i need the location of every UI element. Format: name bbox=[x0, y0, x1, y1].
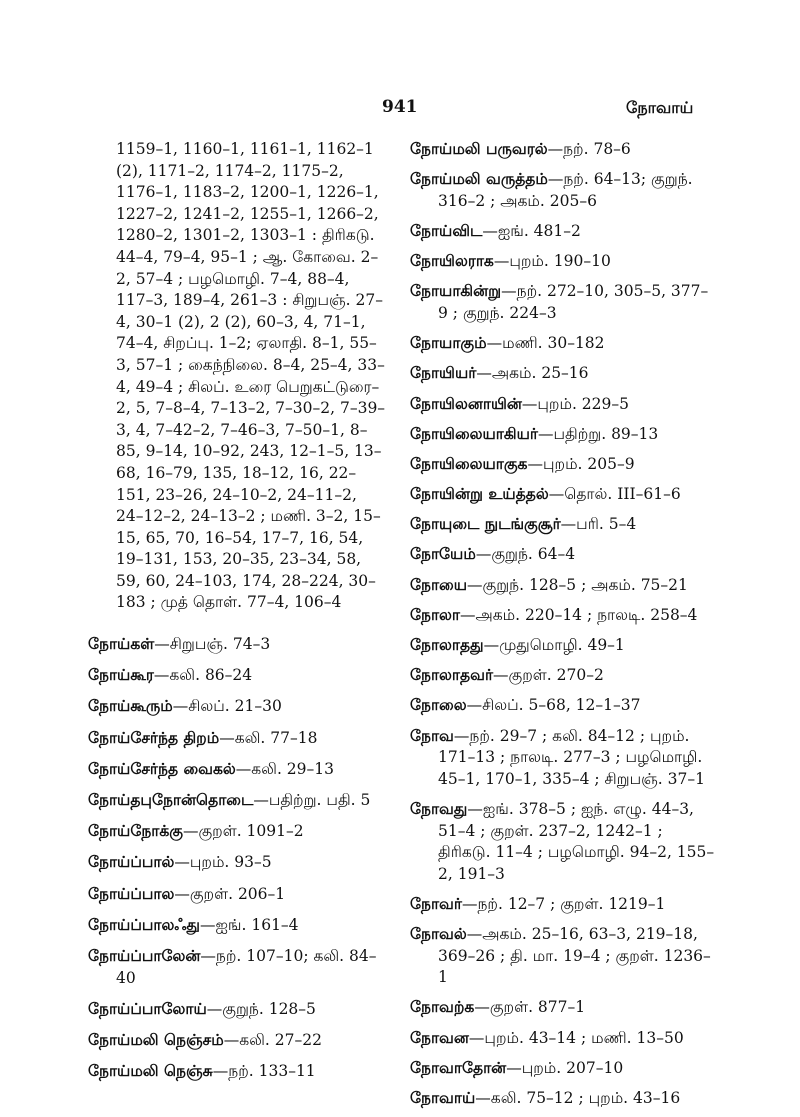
index-entry bbox=[410, 393, 716, 416]
entry-headword: நோய்மலி பருவரல் bbox=[410, 139, 548, 158]
index-entry bbox=[88, 820, 386, 843]
entry-references: —குறுந். 64–4 bbox=[475, 545, 576, 564]
entry-references: —குறள். 206–1 bbox=[174, 884, 286, 903]
right-column bbox=[410, 138, 716, 1117]
entry-headword: நோய்ப்பாலஃது bbox=[88, 914, 200, 934]
index-entry bbox=[88, 695, 386, 718]
entry-references: —குறள். 1091–2 bbox=[182, 822, 304, 841]
entry-references: —சிலப். 21–30 bbox=[172, 697, 282, 716]
index-entry bbox=[410, 604, 716, 627]
index-entry bbox=[88, 914, 386, 937]
index-entry bbox=[410, 634, 716, 657]
entry-references: —முதுமொழி. 49–1 bbox=[483, 636, 625, 654]
entry-references: —ஐங். 378–5 ; ஐந். எழு. 44–3, 51–4 ; குறள். 237–2, 1242–1 ; திரிகடு. 11–4 ; பழமொழி. 94–2, 155–2, 191–3 bbox=[438, 799, 715, 883]
entry-references: —புறம். 207–10 bbox=[506, 1058, 624, 1077]
index-entry bbox=[410, 923, 716, 989]
entry-headword: நோய்மலி நெஞ்சம் bbox=[88, 1029, 224, 1049]
entry-headword: நோய்விட bbox=[410, 220, 483, 240]
entry-headword: நோய்தபுநோன்தொடை bbox=[88, 790, 254, 809]
index-entry bbox=[88, 851, 386, 874]
index-entry bbox=[410, 1057, 716, 1080]
entry-headword: நோயிலையாகியர் bbox=[410, 423, 538, 443]
entry-references: —நற். 12–7 ; குறள். 1219–1 bbox=[461, 894, 666, 913]
entry-references: —பதிற்று. 89–13 bbox=[537, 424, 659, 443]
entry-headword: நோலாதவர் bbox=[410, 665, 494, 685]
entry-headword: நோய்ப்பால bbox=[88, 883, 175, 903]
index-entry bbox=[88, 727, 386, 750]
index-entry bbox=[88, 758, 386, 781]
entry-references: —கலி. 86–24 bbox=[153, 666, 253, 685]
entry-headword: நோயை bbox=[410, 574, 468, 594]
page-number: 941 bbox=[382, 97, 418, 117]
entry-references: —நற். 107–10; கலி. 84–40 bbox=[116, 946, 377, 987]
entry-headword: நோவர் bbox=[410, 893, 462, 913]
entry-headword: நோலை bbox=[410, 695, 467, 715]
entry-headword: நோயேம் bbox=[410, 544, 476, 564]
entry-headword: நோயாகும் bbox=[410, 333, 487, 353]
index-entry bbox=[410, 798, 716, 885]
entry-references: —குறுந். 128–5 ; அகம். 75–21 bbox=[467, 575, 688, 594]
entry-references: —சிலப். 5–68, 12–1–37 bbox=[466, 696, 641, 715]
index-entry bbox=[410, 1027, 716, 1050]
entry-headword: நோவாய் bbox=[410, 1088, 476, 1108]
entry-references: —கலி. 29–13 bbox=[235, 759, 335, 778]
index-entry bbox=[410, 220, 716, 243]
index-entry bbox=[410, 1087, 716, 1110]
entry-references: —குறள். 270–2 bbox=[493, 666, 604, 685]
index-entry bbox=[410, 483, 716, 506]
index-entry bbox=[410, 664, 716, 687]
running-head: நோவாய் bbox=[626, 98, 694, 117]
entry-headword: நோயுடை நுடங்குசூர் bbox=[410, 514, 561, 534]
left-column bbox=[88, 138, 386, 1091]
index-entry bbox=[410, 543, 716, 566]
entry-headword: நோய்சேர்ந்த வைகல் bbox=[88, 758, 236, 778]
entry-references: —புறம். 205–9 bbox=[527, 454, 635, 473]
index-entry bbox=[410, 138, 716, 161]
entry-headword: நோவற்க bbox=[410, 997, 475, 1017]
entry-references: —குறள். 877–1 bbox=[474, 998, 586, 1017]
entry-headword: நோய்கள் bbox=[88, 634, 155, 654]
entry-references: —புறம். 190–10 bbox=[493, 252, 611, 271]
index-entry bbox=[410, 453, 716, 476]
entry-references: —பரி. 5–4 bbox=[560, 515, 637, 534]
entry-headword: நோயிலனாயின் bbox=[410, 393, 522, 413]
entry-headword: நோயிலையாகுக bbox=[410, 453, 528, 473]
entry-references: —கலி. 75–12 ; புறம். 43–16 bbox=[475, 1089, 681, 1108]
index-entry bbox=[410, 423, 716, 446]
entry-references: —மணி. 30–182 bbox=[486, 334, 605, 353]
entry-headword: நோலா bbox=[410, 604, 461, 624]
index-entry bbox=[410, 725, 716, 791]
entry-headword: நோயியர் bbox=[410, 363, 477, 383]
index-entry bbox=[88, 945, 386, 989]
index-entry bbox=[410, 250, 716, 273]
entry-references: —புறம். 43–14 ; மணி. 13–50 bbox=[468, 1028, 684, 1047]
index-entry bbox=[88, 883, 386, 906]
entry-references: 1159–1, 1160–1, 1161–1, 1162–1 (2), 1171–2, 1174–2, 1175–2, 1176–1, 1183–2, 1200–1, 1226–1, 1227–2, 1241–2, 1255–1, 1266–2, 1280–2, 1301–2, 1303–1 : திரிகடு. 44–4, 79–4, 95–1 ; ஆ. கோவை. 2–2, 57–4 ; பழமொழி. 7–4, 88–4, 117–3, 189–4, 261–3 : சிறுபஞ். 27–4, 30–1 (2), 2 (2), 60–3, 4, 71–1, 74–4, சிறப்பு. 1–2; ஏலாதி. 8–1, 55–3, 57–1 ; கைந்நிலை. 8–4, 25–4, 33–4, 49–4 ; சிலப். உரை பெறுகட்டுரை–2, 5, 7–8–4, 7–13–2, 7–30–2, 7–39–3, 4, 7–42–2, 7–46–3, 7–50–1, 8–85, 9–14, 10–92, 243, 12–1–5, 13–68, 16–79, 135, 18–12, 16, 22–151, 23–26, 24–10–2, 24–11–2, 24–12–2, 24–13–2 ; மணி. 3–2, 15–15, 65, 70, 16–54, 17–7, 16, 54, 19–131, 153, 20–35, 23–34, 58, 59, 60, 24–103, 174, 28–224, 30–183 ; முத் தொள். 77–4, 106–4 bbox=[116, 140, 386, 612]
entry-headword: நோயிலராக bbox=[410, 251, 494, 271]
entry-references: —நற். 29–7 ; கலி. 84–12 ; புறம். 171–13 ; நாலடி. 277–3 ; பழமொழி. 45–1, 170–1, 335–4 ; சிறுபஞ். 37–1 bbox=[438, 726, 705, 788]
entry-headword: நோவ bbox=[410, 725, 454, 745]
entry-references: —தொல். III–61–6 bbox=[548, 485, 681, 504]
entry-references: —கலி. 27–22 bbox=[223, 1030, 322, 1049]
index-entry bbox=[88, 1029, 386, 1052]
entry-headword: நோய்கூரும் bbox=[88, 696, 173, 716]
entry-references: —ஐங். 481–2 bbox=[482, 221, 581, 240]
index-entry bbox=[410, 694, 716, 717]
index-entry bbox=[88, 138, 386, 614]
index-entry bbox=[88, 1060, 386, 1083]
entry-headword: நோய்ப்பாலேன் bbox=[88, 945, 201, 965]
index-entry bbox=[88, 633, 386, 656]
entry-headword: நோய்மலி வருத்தம் bbox=[410, 169, 548, 189]
entry-headword: நோலாதது bbox=[410, 635, 484, 654]
index-entry bbox=[410, 513, 716, 536]
entry-references: —ஐங். 161–4 bbox=[199, 915, 299, 934]
entry-headword: நோய்மலி நெஞ்சு bbox=[88, 1061, 213, 1081]
index-entry bbox=[88, 789, 386, 812]
entry-headword: நோவாதோன் bbox=[410, 1057, 507, 1077]
entry-references: —அகம். 25–16, 63–3, 219–18, 369–26 ; தி. மா. 19–4 ; குறள். 1236–1 bbox=[438, 925, 711, 987]
entry-references: —பதிற்று. பதி. 5 bbox=[253, 791, 371, 809]
entry-headword: நோய்ப்பாலோய் bbox=[88, 998, 207, 1018]
entry-headword: நோவது bbox=[410, 798, 468, 818]
entry-headword: நோவன bbox=[410, 1027, 469, 1047]
index-entry bbox=[410, 574, 716, 597]
entry-references: —நற். 78–6 bbox=[547, 140, 631, 158]
index-entry bbox=[410, 362, 716, 385]
entry-headword: நோய்ப்பால் bbox=[88, 852, 175, 872]
index-entry bbox=[88, 998, 386, 1021]
index-entry bbox=[88, 664, 386, 687]
entry-headword: நோயின்று உய்த்தல் bbox=[410, 484, 549, 504]
index-entry bbox=[410, 280, 716, 324]
index-entry bbox=[410, 168, 716, 212]
entry-headword: நோய்கூர bbox=[88, 665, 154, 685]
entry-references: —புறம். 93–5 bbox=[174, 853, 272, 872]
entry-references: —கலி. 77–18 bbox=[219, 728, 318, 747]
index-entry bbox=[410, 893, 716, 916]
entry-references: —அகம். 220–14 ; நாலடி. 258–4 bbox=[460, 605, 698, 624]
index-entry bbox=[410, 332, 716, 355]
entry-references: —நற். 272–10, 305–5, 377–9 ; குறுந். 224–3 bbox=[438, 282, 709, 322]
entry-references: —குறுந். 128–5 bbox=[206, 999, 316, 1018]
entry-references: —அகம். 25–16 bbox=[476, 364, 589, 383]
entry-references: —நற். 133–11 bbox=[212, 1062, 316, 1081]
entry-references: —புறம். 229–5 bbox=[521, 394, 629, 413]
entry-headword: நோய்சேர்ந்த திறம் bbox=[88, 727, 220, 747]
entry-headword: நோவல் bbox=[410, 924, 467, 944]
entry-references: —நற். 64–13; குறுந். 316–2 ; அகம். 205–6 bbox=[438, 170, 693, 210]
entry-references: —சிறுபஞ். 74–3 bbox=[154, 635, 271, 654]
entry-headword: நோய்நோக்கு bbox=[88, 821, 183, 841]
index-entry bbox=[410, 996, 716, 1019]
entry-headword: நோயாகின்று bbox=[410, 281, 502, 301]
